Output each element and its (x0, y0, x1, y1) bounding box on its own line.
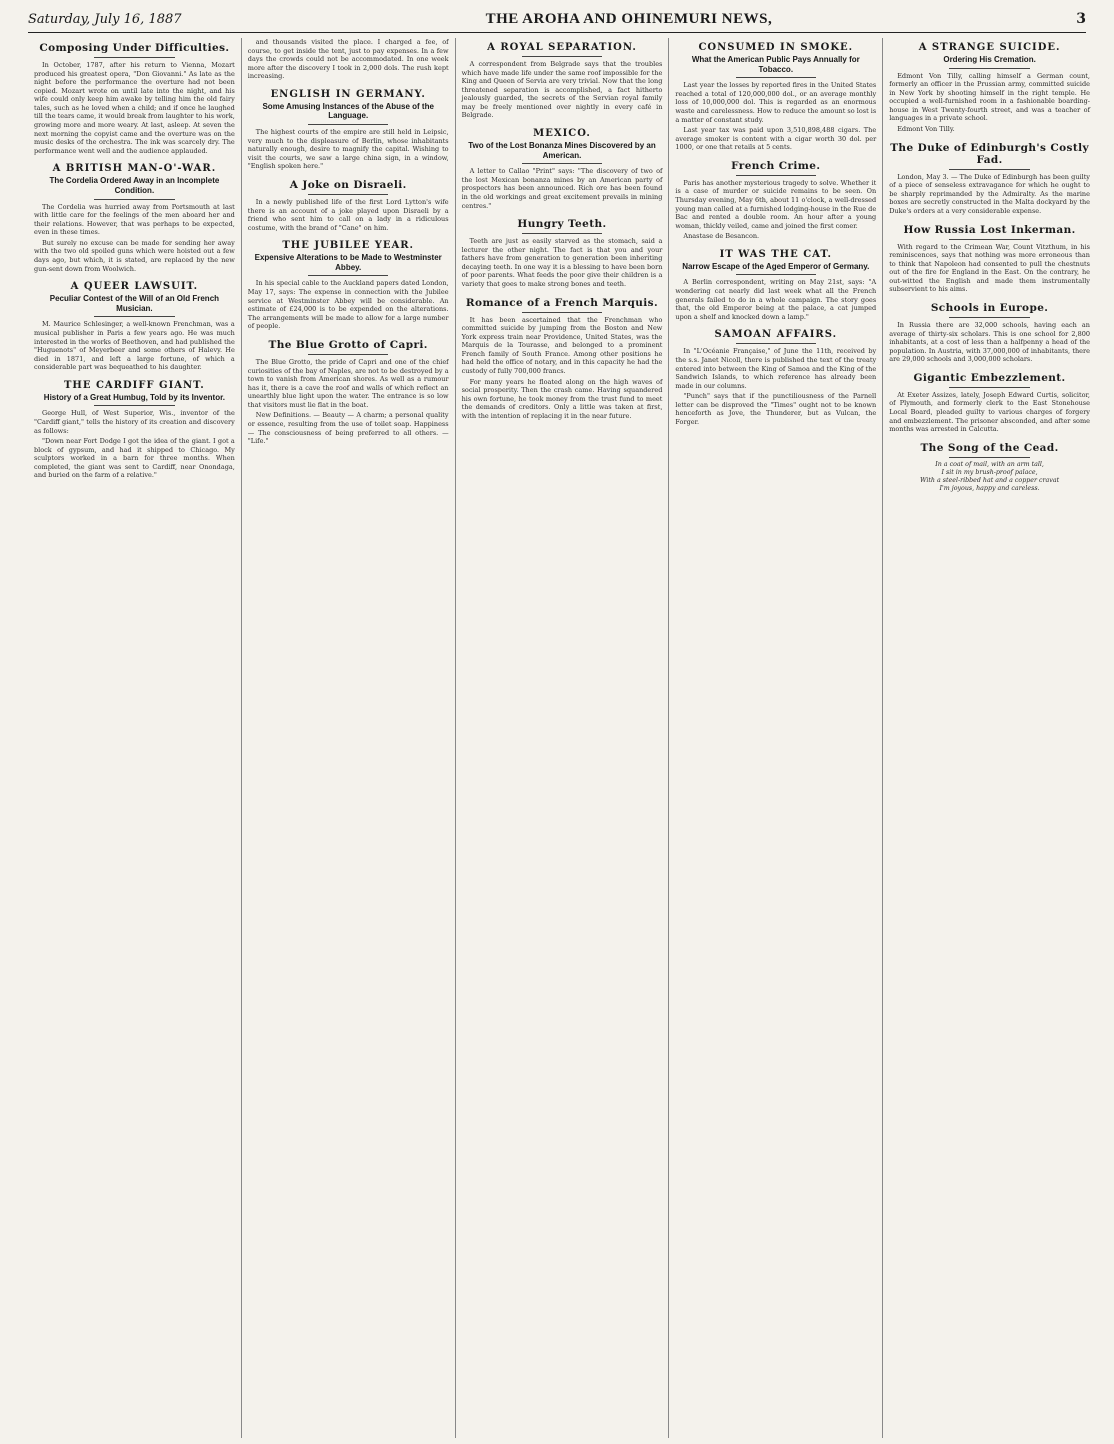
article-subhead: Some Amusing Instances of the Abuse of the Language. (262, 101, 434, 121)
article-body (248, 358, 449, 446)
article-body (34, 320, 235, 371)
headline-rule (736, 77, 816, 78)
article-body (34, 61, 235, 155)
poem-line: I sit in my brush-proof palace, (941, 468, 1038, 476)
paragraph: The highest courts of the empire are still held in Leipsic, very much to the displeasure of Berlin, whose inhabitants naturally enough, desire to magnify the capital. Wishing to visit the courts, we saw a large china sign, in a window, "English spoken here." (247, 128, 449, 171)
article-headline: THE JUBILEE YEAR. (282, 240, 415, 252)
article-body (889, 391, 1090, 434)
article-body (889, 321, 1090, 364)
paragraph: At Exeter Assizes, lately, Joseph Edward Curtis, solicitor, of Plymouth, and formerly clerk to the East Stonehouse Local Board, pleaded guilty to various charges of forgery and embezzlement. The prisoner absconded, and after some months was arrested in Calcutta. (889, 390, 1090, 434)
paragraph: A correspondent from Belgrade says that the troubles which have made life under the same roof impossible for the King and Queen of Servia are very trivial. Now that the long threatened separation is accomplished, a fact hitherto jealously guarded, the secrets of the Servian royal family may be freely mentioned over nightly in every café in Belgrade. (461, 60, 663, 120)
column-1 (28, 38, 242, 1438)
column-4 (669, 38, 883, 1438)
paragraph: Last year the losses by reported fires in the United States reached a total of 120,000,000 dol., or an average monthly loss of 10,000,000 dol. This is regarded as an enormous waste and carelessness. How to reduce the amount so lost is a matter of constant study. (675, 81, 877, 124)
article-subhead: Peculiar Contest of the Will of an Old French Musician. (49, 294, 220, 313)
article-body (34, 203, 235, 274)
article-body (675, 179, 876, 241)
article-headline: The Duke of Edinburgh's Costly Fad. (890, 141, 1089, 166)
article-subhead: The Cordelia Ordered Away in an Incomplete Condition. (49, 176, 220, 195)
paragraph: New Definitions. — Beauty — A charm; a personal quality or essence, resulting from the use of toilet soap. Happiness — The consciousness of being preferred to all others. — "Life." (247, 411, 449, 446)
paragraph: In Russia there are 32,000 schools, having each an average of thirty-six scholars. This is one school for 2,800 inhabitants, at a cost of less than a halfpenny a head of the population. In Austria, with 37,000,000 of inhabitants, there are 29,000 schools and 3,000,000 scholars. (889, 321, 1090, 364)
article (248, 240, 449, 331)
paragraph: London, May 3. — The Duke of Edinburgh has been guilty of a piece of senseless extravagance for which he ought to be sharply reprimanded by the Admiralty. As the marine boxes are secretly constructed in the Malta dockyard by the Duke's orders at a very considerable expense. (889, 172, 1090, 215)
paragraph: Edmont Von Tilly. (897, 125, 955, 134)
article (34, 163, 235, 273)
headline-rule (94, 405, 174, 406)
headline-rule (949, 387, 1029, 388)
page-number: 3 (1076, 11, 1086, 27)
paragraph: But surely no excuse can be made for sending her away with the two old spoiled guns which were hoisted out a few days ago, but which, it is stated, are replaced by the new gun-sent down from Woolwich. (34, 238, 235, 273)
article (34, 42, 235, 155)
paragraph: and thousands visited the place. I charged a fee, of course, to get inside the tent, just to pay expenses. In a few days the crowds could not be accommodated. In one week more after the discovery I took in 2,000 dols. The rush kept increasing. (247, 38, 449, 81)
headline-rule (522, 56, 602, 57)
article (675, 160, 876, 241)
article-headline: A QUEER LAWSUIT. (70, 281, 199, 293)
article-body (34, 409, 235, 480)
article-headline: The Song of the Cead. (920, 441, 1059, 454)
article-body (248, 128, 449, 171)
headline-rule (949, 169, 1029, 170)
article (889, 372, 1090, 434)
article-subhead: Narrow Escape of the Aged Emperor of Germany. (682, 261, 870, 271)
paragraph: M. Maurice Schlesinger, a well-known Frenchman, was a musical publisher in Paris a few years ago. He was much interested in the works of Beethoven, and had published the "Huguenots" of Meyerbeer and some others of Halevy. He died in 1871, and left a large fortune, of which a considerable part was bequeathed to his daughter. (34, 320, 235, 372)
paragraph: The Cordelia was hurried away from Portsmouth at last with little care for the feelings of the men aboard her and their relations. However, that was perhaps to be expected, even in these times. (34, 202, 235, 237)
headline-rule (94, 316, 174, 317)
article (462, 42, 663, 120)
article-subhead: Ordering His Cremation. (943, 55, 1036, 64)
headline-rule (949, 457, 1029, 458)
article-subhead: Two of the Lost Bonanza Mines Discovered by an American. (468, 141, 656, 160)
issue-date: Saturday, July 16, 1887 (28, 11, 182, 27)
paragraph: Edmont Von Tilly, calling himself a German count, formerly an officer in the Prussian army, committed suicide in New York by shooting himself in the right temple. He occupied a well-furnished room in a fashionable boarding-house in West Twenty-fourth street, and was a teacher of languages in a private school. (889, 71, 1090, 123)
article-body (462, 316, 663, 421)
article-headline: A Joke on Disraeli. (289, 178, 407, 191)
headline-rule (736, 343, 816, 344)
article (889, 142, 1090, 216)
article-headline: ENGLISH IN GERMANY. (270, 88, 426, 100)
paragraph: In a newly published life of the first Lord Lytton's wife there is an account of a joke played upon Disraeli by a friend who sent him to call on a lady in a ridiculous costume, with the brand of "Cane" on him. (247, 197, 449, 232)
headline-rule (308, 124, 388, 125)
paper-title: THE AROHA AND OHINEMURI NEWS, (485, 10, 773, 27)
article-headline: Gigantic Embezzlement. (913, 371, 1066, 384)
article (248, 339, 449, 446)
article-subhead: Expensive Alterations to be Made to Westminster Abbey. (254, 253, 442, 272)
article-headline: IT WAS THE CAT. (719, 248, 833, 260)
column-2 (242, 38, 456, 1438)
article-body (889, 72, 1090, 134)
paragraph: Anastase de Besancon. (683, 232, 760, 241)
article (889, 302, 1090, 364)
paragraph: "Punch" says that if the punctiliousness of the Parnell letter can be disproved the "Times" ought not to be known henceforth as Jove, the Thunderer, but as Vulcan, the Forger. (675, 392, 877, 426)
article-body (675, 347, 876, 426)
article-headline: Romance of a French Marquis. (465, 296, 659, 309)
paragraph: In his special cable to the Auckland papers dated London, May 17, says: The expense in connection with the Jubilee service at Westminster Abbey will be considerable. An estimate of £24,000 is to be expended on the alterations. The arrangements will be made to allow for a large number of people. (247, 279, 449, 331)
article-headline: THE CARDIFF GIANT. (63, 379, 205, 391)
article-body (675, 278, 876, 321)
article-body (889, 243, 1090, 294)
article-body (248, 279, 449, 330)
column-3 (456, 38, 670, 1438)
article (462, 218, 663, 288)
paragraph: With regard to the Crimean War, Count Vitzthum, in his reminiscences, says that nothing was more erroneous than to think that Napoleon had consented to pull the chestnuts out of the fire for England in the East. On the contrary, he out-witted the English and made them instrumentally subservient to his aims. (889, 242, 1090, 294)
headline-rule (949, 68, 1029, 69)
column-5 (883, 38, 1096, 1438)
article-headline: Schools in Europe. (930, 302, 1049, 314)
headline-rule (308, 354, 388, 355)
paragraph: A letter to Callao "Print" says: "The discovery of two of the lost Mexican bonanza mines by an American party of prospectors has been announced. Rich ore has been found in the old workings and great excitement prevails in mining centres." (461, 167, 663, 210)
article (675, 329, 876, 426)
article (248, 89, 449, 171)
paragraph: Paris has another mysterious tragedy to solve. Whether it is a case of murder or suicide remains to be seen. On Thursday evening, May 6th, about 11 o'clock, a well-dressed young man called at a furnished lodging-house in the Rue de Bac and rented a double room. An hour after a young woman, thickly veiled, came and joined the first comer. (675, 178, 877, 230)
article (675, 249, 876, 321)
article-body (462, 237, 663, 288)
headline-rule (94, 57, 174, 58)
article-body (248, 38, 449, 81)
headline-rule (736, 274, 816, 275)
article (675, 42, 876, 152)
paragraph: Teeth are just as easily starved as the stomach, said a lecturer the other night. The fact is that you and your fathers have from generation to generation been inheriting decaying teeth. In one way it is a blessing to have been born of poor parents. What feeds the poor give their children is a variety that goes to make strong bones and teeth. (461, 237, 663, 289)
headline-rule (522, 233, 602, 234)
article-body (675, 81, 876, 152)
headline-rule (522, 312, 602, 313)
article-subhead: History of a Great Humbug, Told by its Inventor. (43, 392, 225, 402)
article (462, 297, 663, 421)
headline-rule (308, 275, 388, 276)
poem-line: I'm joyous, happy and careless. (939, 485, 1040, 493)
poem (889, 461, 1090, 494)
article-body (889, 173, 1090, 216)
paragraph: "Down near Fort Dodge I got the idea of the giant. I got a block of gypsum, and had it shipped to Chicago. My sculptors worked in a barn for three months. When completed, the giant was sent to Cardiff, near Onondaga, and buried on the farm of a relative." (34, 437, 235, 480)
columns-container (28, 38, 1096, 1438)
article-body (248, 198, 449, 232)
poem-line: In a coat of mail, with an arm tall, (935, 460, 1044, 468)
article-headline: MEXICO. (533, 128, 591, 140)
article (889, 42, 1090, 134)
article-headline: The Blue Grotto of Capri. (268, 338, 428, 351)
article-body (462, 60, 663, 120)
article (34, 380, 235, 480)
article-headline: A BRITISH MAN-O'-WAR. (52, 163, 217, 175)
article (248, 38, 449, 81)
paragraph: For many years he floated along on the high waves of social prosperity. Then the crash came. Having squandered his own fortune, he took money from the trust fund to meet the demands of creditors. Only a little was taken at first, with the intention of replacing it in the near future. (461, 377, 663, 420)
article-headline: SAMOAN AFFAIRS. (714, 329, 838, 341)
paragraph: In "L'Océanie Française," of June the 11th, received by the s.s. Janet Nicoll, there is published the text of the treaty entered into between the King of Samoa and the King of the Sandwich Islands, to which reference has already been made in our columns. (675, 347, 877, 390)
paragraph: It has been ascertained that the Frenchman who committed suicide by jumping from the Boston and New York express train near Providence, United States, was the Marquis de la Tourasse, and belonged to a prominent French family of South France. Among other positions he had held the office of notary, and in this capacity he had the custody of fully 700,000 francs. (461, 315, 663, 376)
article-subhead: What the American Public Pays Annually for Tobacco. (691, 55, 860, 74)
article-headline: Hungry Teeth. (517, 218, 607, 231)
article-headline: A STRANGE SUICIDE. (918, 42, 1061, 53)
headline-rule (949, 239, 1029, 240)
paragraph: In October, 1787, after his return to Vienna, Mozart produced his greatest opera, "Don Giovanni." As late as the night before the performance the overture had not been copied. Mozart wrote on until late into the night, and his wife could only keep him awake by telling him the old fairy tales, such as he loved when a child; and if once he laughed till the tears came, it would break from laughter to his work, growing more and more weary. At last, asleep. At seven the next morning the copyist came and the overture was on the music desks of the orchestra. The ink was scarcely dry. The performance went well and the audience applauded. (34, 61, 235, 155)
headline-rule (94, 199, 174, 200)
article-headline: Composing Under Difficulties. (39, 42, 230, 54)
article (462, 128, 663, 210)
article-body (462, 167, 663, 210)
article-headline: How Russia Lost Inkerman. (903, 223, 1076, 236)
headline-rule (308, 194, 388, 195)
headline-rule (949, 317, 1029, 318)
poem-line: With a steel-ribbed hat and a copper cravat (920, 477, 1060, 485)
article (889, 442, 1090, 494)
article (34, 281, 235, 372)
headline-rule (736, 175, 816, 176)
article-headline: French Crime. (731, 159, 821, 172)
paragraph: The Blue Grotto, the pride of Capri and one of the chief curiosities of the bay of Naples, are not to be destroyed by a town to vanish from American shores. As well as a rumour has it, there is a cave the roof and walls of which reflect an unearthly blue light upon the water. The entrance is so low that visitors must lie flat in the boat. (247, 357, 449, 409)
article (889, 224, 1090, 294)
headline-rule (522, 163, 602, 164)
article-headline: CONSUMED IN SMOKE. (698, 42, 854, 53)
paragraph: Last year tax was paid upon 3,510,898,488 cigars. The average smoker is content with a cigar worth 30 dol. per 1000, or one that retails at 5 cents. (675, 126, 877, 152)
article-headline: A ROYAL SEPARATION. (487, 42, 637, 53)
masthead (28, 6, 1086, 33)
paragraph: A Berlin correspondent, writing on May 21st, says: "A wondering cat nearly did last week what all the French generals failed to do in a whole campaign. The story goes that, the old Emperor being at the palace, a cat jumped upon a shelf and knocked down a lamp." (675, 278, 877, 321)
paragraph: George Hull, of West Superior, Wis., inventor of the "Cardiff giant," tells the history of its creation and discovery as follows: (34, 409, 235, 435)
article (248, 179, 449, 232)
